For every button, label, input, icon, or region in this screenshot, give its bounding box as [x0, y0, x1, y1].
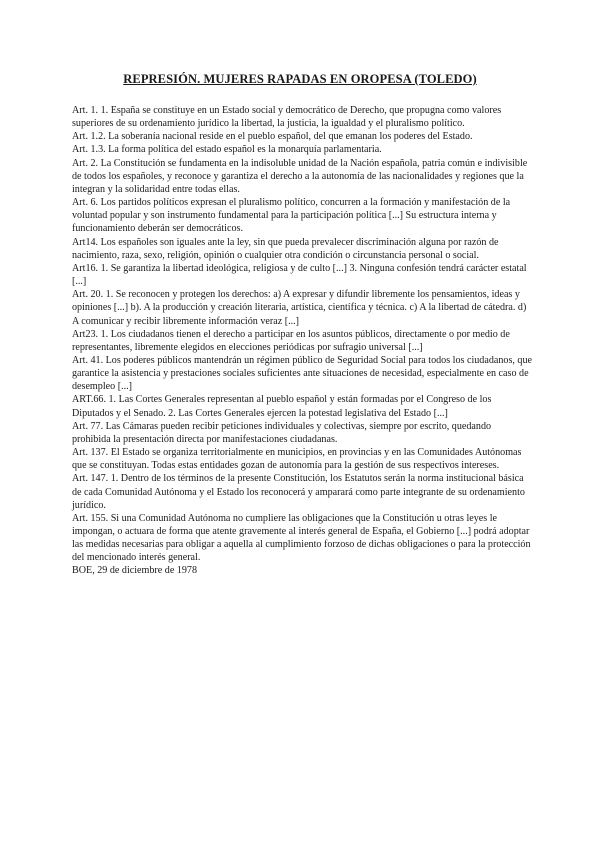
article-20: Art. 20. 1. Se reconocen y protegen los derechos: a) A expresar y difundir libremente los pensamientos, ideas y opiniones [...] b). A la producción y creación literaria, artística, científica y técnica. c) A la libertad de cátedra. d) A comunicar y recibir libremente información veraz [...] — [72, 289, 527, 327]
article-137: Art. 137. El Estado se organiza territorialmente en municipios, en provincias y en las Comunidades Autónomas que se constituyan. Todas estas entidades gozan de autonomía para la gestión de sus respectivos intereses. — [72, 447, 522, 472]
source-citation: BOE, 29 de diciembre de 1978 — [72, 565, 198, 577]
article-2: Art. 2. La Constitución se fundamenta en la indisoluble unidad de la Nación española, patria común e indivisible de todos los españoles, y reconoce y garantiza el derecho a la autonomía de las nacionalidades y regiones que la integran y la solidaridad entre todas ellas. — [72, 157, 528, 195]
article-41: Art. 41. Los poderes públicos mantendrán un régimen público de Seguridad Social para todos los ciudadanos, que garantice la asistencia y prestaciones sociales suficientes ante situaciones de necesidad, especialmente en caso de desempleo [...] — [72, 354, 532, 393]
article-147: Art. 147. 1. Dentro de los términos de la presente Constitución, los Estatutos serán la norma institucional básica de cada Comunidad Autónoma y el Estado los reconocerá y amparará como parte integrante de su ordenamiento jurídico. — [72, 473, 525, 511]
article-77: Art. 77. Las Cámaras pueden recibir peticiones individuales y colectivas, siempre por escrito, quedando prohibida la presentación directa por manifestaciones ciudadanas. — [72, 420, 492, 445]
articles-body — [72, 104, 532, 578]
article-23: Art23. 1. Los ciudadanos tienen el derecho a participar en los asuntos públicos, directamente o por medio de representantes, libremente elegidos en elecciones periódicas por sufragio universal [...] — [72, 328, 510, 353]
article-1-1: Art. 1. 1. España se constituye en un Estado social y democrático de Derecho, que propugna como valores superiores de su ordenamiento jurídico la libertad, la justicia, la igualdad y el pluralismo político. — [72, 105, 502, 130]
article-16: Art16. 1. Se garantiza la libertad ideológica, religiosa y de culto [...] 3. Ninguna confesión tendrá carácter estatal [...] — [72, 262, 527, 288]
article-66: ART.66. 1. Las Cortes Generales representan al pueblo español y están formadas por el Congreso de los Diputados y el Senado. 2. Las Cortes Generales ejercen la potestad legislativa del Estado [...] — [72, 394, 492, 419]
article-1-3: Art. 1.3. La forma política del estado español es la monarquía parlamentaria. — [72, 144, 382, 156]
article-14: Art14. Los españoles son iguales ante la ley, sin que pueda prevalecer discriminación alguna por razón de nacimiento, raza, sexo, religión, opinión o cualquier otra condición o circunstancia personal o social. — [72, 236, 499, 261]
article-6: Art. 6. Los partidos políticos expresan el pluralismo político, concurren a la formación y manifestación de la voluntad popular y son instrumento fundamental para la participación política [...] Su estructura interna y funcionamiento deberán ser democráticos. — [72, 197, 511, 235]
article-1-2: Art. 1.2. La soberanía nacional reside en el pueblo español, del que emanan los poderes del Estado. — [72, 131, 473, 143]
article-155: Art. 155. Si una Comunidad Autónoma no cumpliere las obligaciones que la Constitución u otras leyes le impongan, o actuara de forma que atente gravemente al interés general de España, el Gobierno [...] podrá adoptar las medidas necesarias para obligar a aquella al cumplimiento forzoso de dichas obligaciones o para la protección del mencionado interés general. — [72, 512, 531, 564]
document-title: REPRESIÓN. MUJERES RAPADAS EN OROPESA (TOLEDO) — [123, 72, 477, 86]
